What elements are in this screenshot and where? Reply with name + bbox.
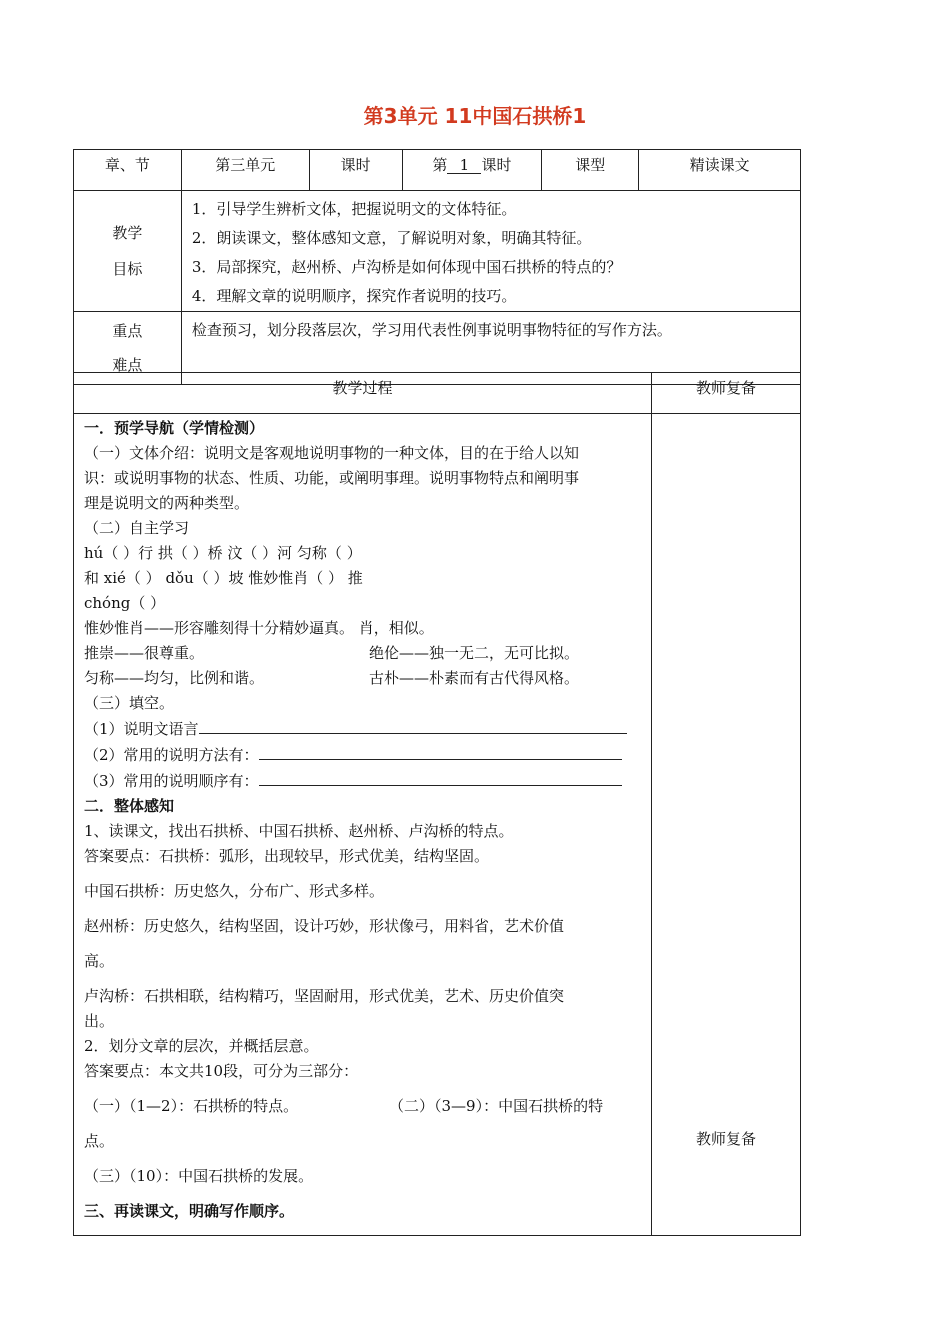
goal-item: 2．朗读课文，整体感知文意，了解说明对象，明确其特征。 (191, 229, 592, 247)
definition-line: 惟妙惟肖——形容雕刻得十分精妙逼真。 肖，相似。 (84, 619, 434, 637)
answer-line: 答案要点：本文共10段，可分为三部分： (84, 1062, 359, 1080)
intro-line: 理是说明文的两种类型。 (84, 494, 250, 512)
question-line: 1、读课文，找出石拱桥、中国石拱桥、赵州桥、卢沟桥的特点。 (84, 822, 514, 840)
key-label-1: 重点 (112, 322, 143, 340)
answer-line: 中国石拱桥：历史悠久，分布广、形式多样。 (84, 882, 385, 900)
fill-label: （1）说明文语言 (84, 720, 199, 738)
key-label-2: 难点 (112, 356, 143, 374)
subsection-self-study: （二）自主学习 (84, 519, 190, 537)
part-2: （二）（3—9）：中国石拱桥的特 (389, 1097, 604, 1115)
answer-line: 出。 (84, 1012, 115, 1030)
goal-item: 1．引导学生辨析文体，把握说明文的文体特征。 (191, 200, 517, 218)
page-title: 第3单元 11中国石拱桥1 (363, 104, 587, 128)
answer-line: 高。 (84, 952, 115, 970)
goals-label-2: 目标 (112, 260, 143, 278)
definition-b: 古朴——朴素而有古代得风格。 (369, 669, 580, 687)
pinyin-line: hú（ ）行 拱（ ）桥 汶（ ）河 匀称（ ） (84, 544, 362, 562)
lesson-info-table (73, 149, 801, 385)
hours-value (402, 150, 542, 191)
hours-number: 1 (447, 156, 481, 174)
hours-prefix: 第 (432, 156, 448, 174)
definition-a: 匀称——均匀，比例和谐。 (84, 669, 265, 687)
pinyin-line: 和 xié（ ） dǒu（ ）坡 惟妙惟肖（ ） 推 (84, 569, 363, 587)
header-row (74, 150, 801, 191)
definition-b: 绝伦——独一无二，无可比拟。 (369, 644, 580, 662)
section-3-title: 三、再读课文，明确写作顺序。 (84, 1202, 295, 1220)
process-header: 教学过程 (74, 373, 652, 414)
section-1-title: 一．预学导航（学情检测） (84, 419, 265, 437)
fill-label: （3）常用的说明顺序有： (84, 772, 259, 790)
process-body-row (74, 414, 801, 1236)
intro-line: 识：或说明事物的状态、性质、功能，或阐明事理。说明事物特点和阐明事 (84, 469, 580, 487)
section-2-title: 二．整体感知 (84, 797, 175, 815)
pinyin-line: chóng（ ） (84, 594, 166, 612)
definition-line (84, 666, 643, 691)
goals-list (181, 191, 800, 312)
hours-suffix: 课时 (481, 156, 512, 174)
goal-item: 4．理解文章的说明顺序，探究作者说明的技巧。 (191, 287, 517, 305)
process-content (74, 414, 652, 1236)
definition-a: 推崇——很尊重。 (84, 644, 205, 662)
teacher-notes-label: 教师复备 (695, 1130, 756, 1148)
teacher-notes-column (651, 414, 800, 1236)
fill-blank[interactable] (259, 768, 622, 786)
part-line (84, 1094, 643, 1119)
process-table (73, 372, 801, 1236)
goal-item: 3．局部探究，赵州桥、卢沟桥是如何体现中国石拱桥的特点的？ (191, 258, 622, 276)
goals-label-1: 教学 (112, 224, 143, 242)
answer-line: 赵州桥：历史悠久，结构坚固，设计巧妙，形状像弓，用料省，艺术价值 (84, 917, 565, 935)
fill-blank[interactable] (199, 716, 627, 734)
key-points-text-body: 检查预习，划分段落层次，学习用代表性例事说明事物特征的写作方法。 (191, 321, 672, 339)
fill-label: （2）常用的说明方法有： (84, 746, 259, 764)
answer-line: 答案要点：石拱桥：弧形，出现较早，形式优美，结构坚固。 (84, 847, 490, 865)
teacher-notes-header: 教师复备 (651, 373, 800, 414)
part-1: （一）（1—2）：石拱桥的特点。 (84, 1097, 299, 1115)
answer-line: 卢沟桥：石拱相联，结构精巧，坚固耐用，形式优美，艺术、历史价值突 (84, 987, 565, 1005)
definition-line (84, 641, 643, 666)
fill-line (84, 716, 643, 742)
fill-blank[interactable] (259, 742, 622, 760)
goals-row (74, 191, 801, 312)
chapter-value: 第三单元 (181, 150, 309, 191)
intro-line: （一）文体介绍：说明文是客观地说明事物的一种文体，目的在于给人以知 (84, 444, 580, 462)
fill-line (84, 768, 643, 794)
part-line: （三）（10）：中国石拱桥的发展。 (84, 1167, 314, 1185)
fill-line (84, 742, 643, 768)
question-line: 2．划分文章的层次，并概括层意。 (84, 1037, 319, 1055)
goals-label (74, 191, 182, 312)
hours-label: 课时 (309, 150, 402, 191)
type-label: 课型 (542, 150, 639, 191)
process-header-row (74, 373, 801, 414)
subsection-fill: （三）填空。 (84, 694, 175, 712)
chapter-label: 章、节 (74, 150, 182, 191)
type-value: 精读课文 (639, 150, 801, 191)
part-line: 点。 (84, 1132, 115, 1150)
